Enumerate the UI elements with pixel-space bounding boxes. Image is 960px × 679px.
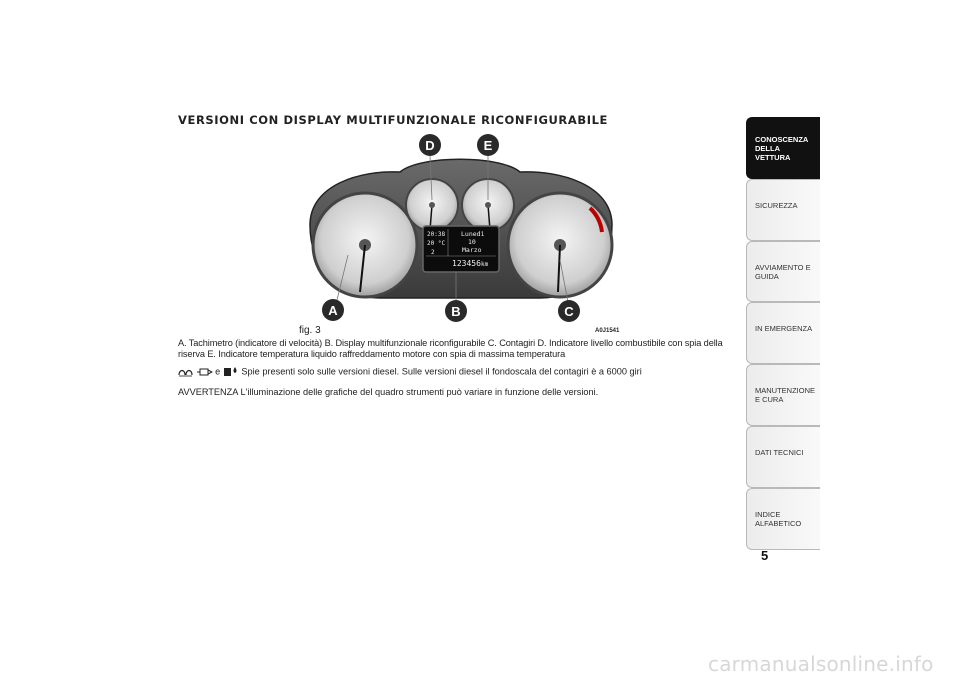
tachometer-gauge — [508, 193, 612, 297]
tab-dati-tecnici[interactable]: DATI TECNICI — [746, 426, 820, 488]
tab-in-emergenza[interactable]: IN EMERGENZA — [746, 302, 820, 364]
callout-b — [445, 300, 467, 322]
svg-text:A: A — [328, 303, 338, 318]
diesel-icons-text: Spie presenti solo sulle versioni diesel. Sulle versioni diesel il fondoscala del contagiri è a 6000 giri — [241, 366, 642, 377]
display-odometer: 123456 — [452, 259, 481, 268]
legend-text: A. Tachimetro (indicatore di velocità) B. Display multifunzionale riconfigurabile C. Contagiri D. Indicatore livello combustibile con spia della riserva E. Indicatore temperatura liquido raffreddamento motore con spia di massima temperatura — [178, 338, 723, 359]
watermark: carmanualsonline.info — [708, 652, 934, 676]
tab-indice-alfabetico[interactable]: INDICE ALFABETICO — [746, 488, 820, 550]
diesel-icons-line — [178, 366, 738, 380]
tab-manutenzione-cura[interactable]: MANUTENZIONE E CURA — [746, 364, 820, 426]
display-time: 20:38 — [427, 231, 446, 238]
instrument-cluster-figure — [290, 130, 630, 335]
svg-text:B: B — [451, 304, 461, 319]
display-odometer-unit: km — [481, 261, 489, 268]
page-number: 5 — [761, 548, 769, 563]
water-in-fuel-icon — [223, 366, 239, 377]
diesel-filter-icon — [197, 367, 213, 377]
callout-a — [322, 299, 344, 321]
chapter-tabs — [746, 117, 820, 550]
warning-text: AVVERTENZA L'illuminazione delle grafiche del quadro strumenti può variare in funzione delle versioni. — [178, 387, 599, 397]
display-gear: 2 — [431, 249, 435, 256]
multifunction-display — [423, 226, 499, 272]
callout-d — [419, 134, 441, 156]
svg-text:C: C — [564, 304, 574, 319]
display-month: Marzo — [462, 246, 482, 254]
figure-caption: fig. 3 — [299, 325, 321, 336]
fuel-gauge — [406, 179, 458, 231]
section-heading: VERSIONI CON DISPLAY MULTIFUNZIONALE RICONFIGURABILE — [178, 113, 609, 127]
display-date: 10 — [468, 238, 476, 246]
glow-plug-icon — [178, 367, 194, 377]
callout-e — [477, 134, 499, 156]
display-day: Lunedì — [461, 230, 485, 238]
tab-avviamento-guida[interactable]: AVVIAMENTO E GUIDA — [746, 241, 820, 303]
tab-conoscenza-vettura[interactable]: CONOSCENZA DELLA VETTURA — [746, 117, 820, 179]
tab-sicurezza[interactable]: SICUREZZA — [746, 179, 820, 241]
svg-text:D: D — [425, 138, 435, 153]
icon-connector: e — [215, 366, 221, 377]
svg-text:E: E — [483, 138, 493, 153]
speedometer-gauge — [313, 193, 417, 297]
callout-c — [558, 300, 580, 322]
display-temp: 20 °C — [427, 240, 446, 247]
figure-code: A0J1541 — [595, 328, 620, 334]
